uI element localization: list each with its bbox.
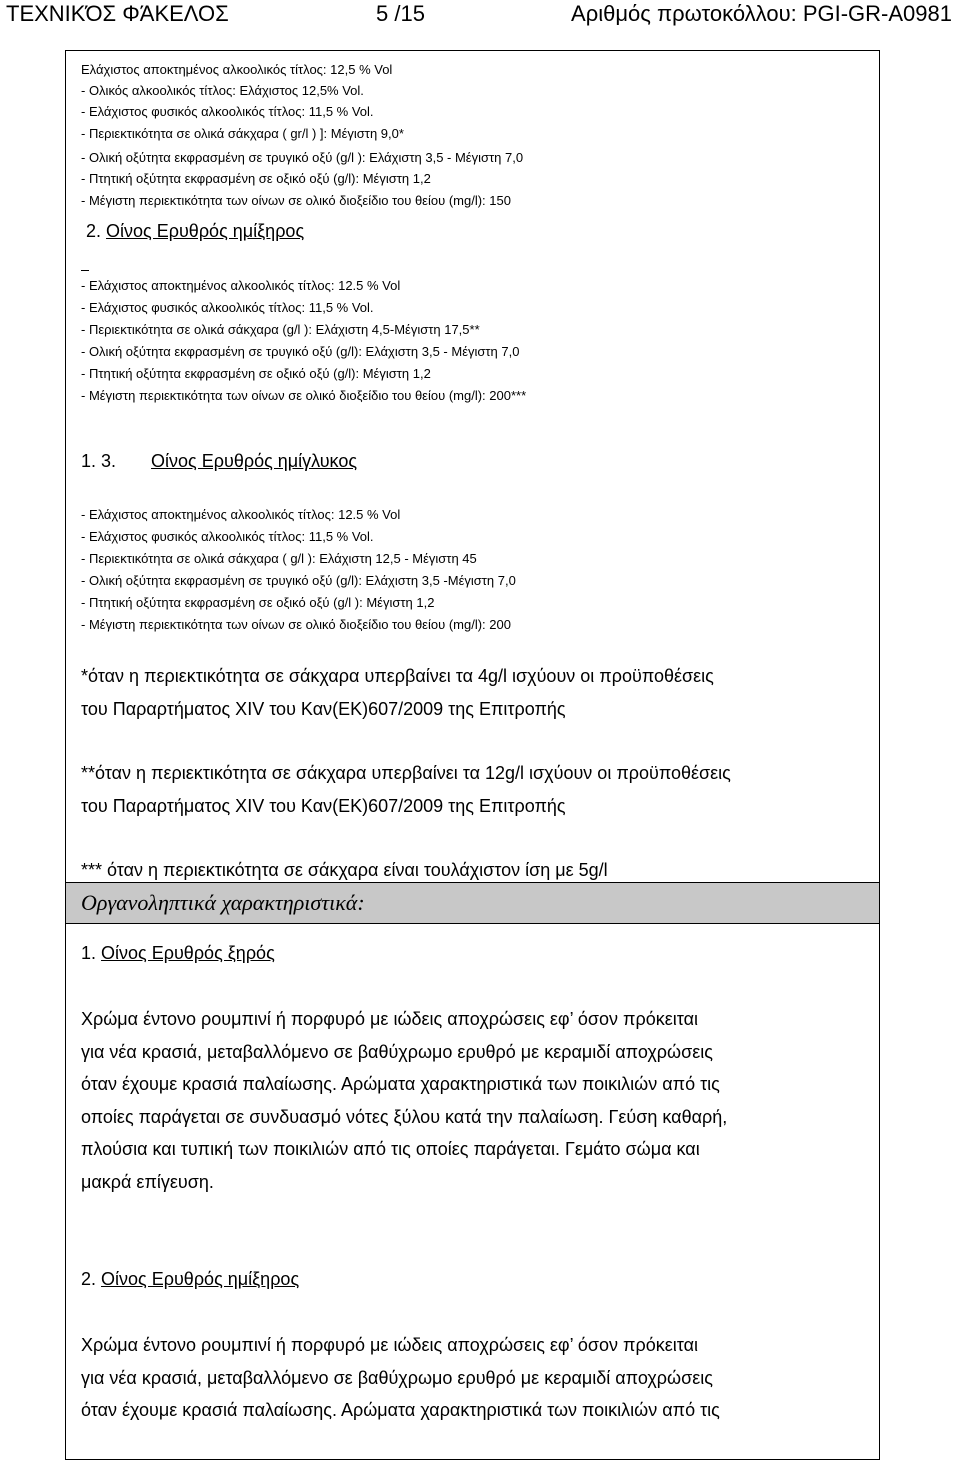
stray-dash	[81, 270, 89, 271]
spec-line: - Μέγιστη περιεκτικότητα των οίνων σε ολικό διοξείδιο του θείου (mg/l): 200	[81, 617, 511, 632]
spec-line: - Ελάχιστος φυσικός αλκοολικός τίτλος: 11,5 % Vol.	[81, 300, 374, 315]
paragraph-line: οποίες παράγεται σε συνδυασμό νότες ξύλου κατά την παλαίωση. Γεύση καθαρή,	[81, 1107, 728, 1127]
spec-line: - Μέγιστη περιεκτικότητα των οίνων σε ολικό διοξείδιο του θείου (mg/l): 150	[81, 193, 511, 208]
page-number: 5 /15	[376, 1, 425, 26]
spec-line: - Πτητική οξύτητα εκφρασμένη σε οξικό οξύ (g/l ): Μέγιστη 1,2	[81, 595, 435, 610]
spec-line: - Ολική οξύτητα εκφρασμένη σε τρυγικό οξύ (g/l ): Ελάχιστη 3,5 - Μέγιστη 7,0	[81, 150, 524, 165]
spec-line: - Ελάχιστος αποκτημένος αλκοολικός τίτλος: 12.5 % Vol	[81, 507, 401, 522]
page-header	[0, 0, 960, 40]
spec-line: - Ολική οξύτητα εκφρασμένη σε τρυγικό οξύ (g/l): Ελάχιστη 3,5 - Μέγιστη 7,0	[81, 344, 520, 359]
spec-line: - Ελάχιστος φυσικός αλκοολικός τίτλος: 11,5 % Vol.	[81, 104, 374, 119]
spec-line: - Ολικός αλκοολικός τίτλος: Ελάχιστος 12,5% Vol.	[81, 83, 364, 98]
spec-line: - Ελάχιστος αποκτημένος αλκοολικός τίτλος: 12.5 % Vol	[81, 278, 401, 293]
spec-line: - Πτητική οξύτητα εκφρασμένη σε οξικό οξύ (g/l): Μέγιστη 1,2	[81, 366, 431, 381]
content-frame	[65, 50, 880, 1460]
section-title: Οίνος Ερυθρός ξηρός	[101, 943, 275, 963]
footnote-line: **όταν η περιεκτικότητα σε σάκχαρα υπερβαίνει τα 12g/l ισχύουν οι προϋποθέσεις	[81, 763, 731, 783]
protocol-number: Αριθμός πρωτοκόλλου: PGI-GR-A0981	[571, 1, 952, 26]
section-heading	[81, 450, 357, 472]
section-number: 2.	[86, 221, 102, 241]
paragraph-line: όταν έχουμε κρασιά παλαίωσης. Αρώματα χαρακτηριστικά των ποικιλιών από τις	[81, 1074, 720, 1094]
footnote-line: *** όταν η περιεκτικότητα σε σάκχαρα είναι τουλάχιστον ίση με 5g/l	[81, 860, 608, 880]
paragraph-line: μακρά επίγευση.	[81, 1172, 214, 1192]
section-heading	[81, 1268, 299, 1290]
spec-line: - Περιεκτικότητα σε ολικά σάκχαρα (g/l ): Ελάχιστη 4,5-Μέγιστη 17,5**	[81, 322, 480, 337]
spec-line: - Περιεκτικότητα σε ολικά σάκχαρα ( gr/l ) ]: Μέγιστη 9,0*	[81, 126, 404, 141]
section-heading	[81, 942, 275, 964]
spec-line: - Ολική οξύτητα εκφρασμένη σε τρυγικό οξύ (g/l): Ελάχιστη 3,5 -Μέγιστη 7,0	[81, 573, 516, 588]
footnote-line: *όταν η περιεκτικότητα σε σάκχαρα υπερβαίνει τα 4g/l ισχύουν οι προϋποθέσεις	[81, 666, 714, 686]
paragraph-line: Χρώμα έντονο ρουμπινί ή πορφυρό με ιώδεις αποχρώσεις εφ’ όσον πρόκειται	[81, 1009, 698, 1029]
section-number: 1. 3.	[81, 451, 117, 471]
organoleptic-heading-band	[66, 882, 879, 924]
spec-line: - Ελάχιστος φυσικός αλκοολικός τίτλος: 11,5 % Vol.	[81, 529, 374, 544]
paragraph-line: Χρώμα έντονο ρουμπινί ή πορφυρό με ιώδεις αποχρώσεις εφ’ όσον πρόκειται	[81, 1335, 698, 1355]
section-title: Οίνος Ερυθρός ημίγλυκος	[151, 451, 358, 471]
footnote-line: του Παραρτήματος XIV του Καν(ΕΚ)607/2009 της Επιτροπής	[81, 699, 566, 719]
section-title: Οίνος Ερυθρός ημίξηρος	[101, 1269, 300, 1289]
footnote-line: του Παραρτήματος XIV του Καν(ΕΚ)607/2009 της Επιτροπής	[81, 796, 566, 816]
section-heading	[86, 220, 304, 242]
organoleptic-heading: Οργανοληπτικά χαρακτηριστικά:	[81, 890, 365, 915]
paragraph-line: για νέα κρασιά, μεταβαλλόμενο σε βαθύχρωμο ερυθρό με κεραμιδί αποχρώσεις	[81, 1368, 713, 1388]
spec-line: Ελάχιστος αποκτημένος αλκοολικός τίτλος: 12,5 % Vol	[81, 62, 393, 77]
paragraph-line: για νέα κρασιά, μεταβαλλόμενο σε βαθύχρωμο ερυθρό με κεραμιδί αποχρώσεις	[81, 1042, 713, 1062]
section-number: 2.	[81, 1269, 97, 1289]
document-type: ΤΕΧΝΙΚΌΣ ΦΆΚΕΛΟΣ	[6, 1, 229, 26]
paragraph-line: πλούσια και τυπική των ποικιλιών από τις οποίες παράγεται. Γεμάτο σώμα και	[81, 1139, 700, 1159]
spec-line: - Μέγιστη περιεκτικότητα των οίνων σε ολικό διοξείδιο του θείου (mg/l): 200***	[81, 388, 527, 403]
paragraph-line: όταν έχουμε κρασιά παλαίωσης. Αρώματα χαρακτηριστικά των ποικιλιών από τις	[81, 1400, 720, 1420]
spec-line: - Πτητική οξύτητα εκφρασμένη σε οξικό οξύ (g/l): Μέγιστη 1,2	[81, 171, 431, 186]
section-number: 1.	[81, 943, 97, 963]
section-title: Οίνος Ερυθρός ημίξηρος	[106, 221, 305, 241]
spec-line: - Περιεκτικότητα σε ολικά σάκχαρα ( g/l ): Ελάχιστη 12,5 - Μέγιστη 45	[81, 551, 477, 566]
